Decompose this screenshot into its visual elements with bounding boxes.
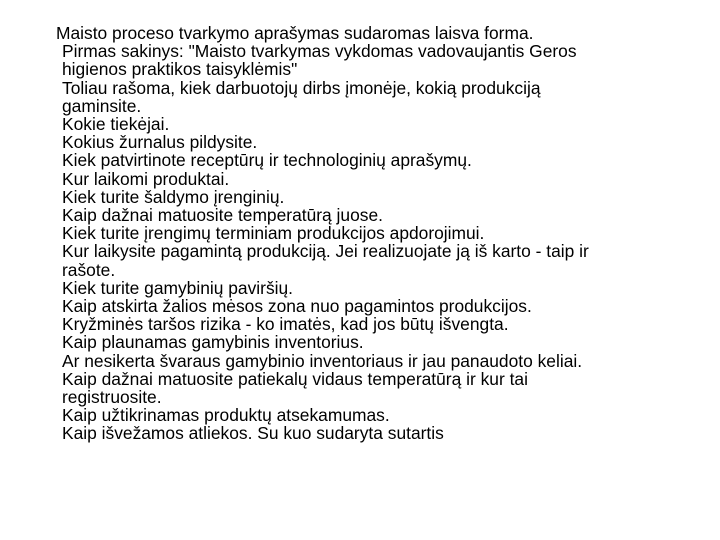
text-line: rašote. xyxy=(62,259,116,280)
text-line: Kiek turite įrengimų terminiam produkcijos apdorojimui. xyxy=(62,223,485,244)
text-line: Kaip užtikrinamas produktų atsekamumas. xyxy=(62,405,390,426)
text-line: Maisto proceso tvarkymo aprašymas sudaromas laisva forma. xyxy=(56,23,534,43)
text-line: Kaip išvežamos atliekos. Su kuo sudaryta sutartis xyxy=(62,423,444,444)
text-line: registruosite. xyxy=(62,387,162,408)
text-line: Kokius žurnalus pildysite. xyxy=(62,132,258,153)
text-line: Pirmas sakinys: "Maisto tvarkymas vykdomas vadovaujantis Geros xyxy=(62,41,577,62)
text-line: Kryžminės taršos rizika - ko imatės, kad jos būtų išvengta. xyxy=(62,314,509,335)
text-line: Kaip atskirta žalios mėsos zona nuo pagamintos produkcijos. xyxy=(62,296,532,317)
text-line: Kur laikysite pagamintą produkciją. Jei realizuojate ją iš karto - taip ir xyxy=(62,241,589,262)
text-line: gaminsite. xyxy=(62,95,142,116)
text-line: Kiek turite šaldymo įrenginių. xyxy=(62,186,285,207)
text-line: Kiek patvirtinote receptūrų ir technologinių aprašymų. xyxy=(62,150,472,171)
text-line: higienos praktikos taisyklėmis" xyxy=(62,59,298,80)
text-line: Kokie tiekėjai. xyxy=(62,114,170,135)
text-line: Kiek turite gamybinių paviršių. xyxy=(62,277,294,298)
text-line: Kaip plaunamas gamybinis inventorius. xyxy=(62,332,364,353)
text-line: Toliau rašoma, kiek darbuotojų dirbs įmonėje, kokią produkciją xyxy=(62,77,541,98)
text-line: Kur laikomi produktai. xyxy=(62,168,230,189)
text-line: Ar nesikerta švaraus gamybinio inventoriaus ir jau panaudoto keliai. xyxy=(62,350,583,371)
procedure-text-block xyxy=(56,24,706,443)
text-line: Kaip dažnai matuosite temperatūrą juose. xyxy=(62,205,383,226)
text-line: Kaip dažnai matuosite patiekalų vidaus temperatūrą ir kur tai xyxy=(62,368,528,389)
